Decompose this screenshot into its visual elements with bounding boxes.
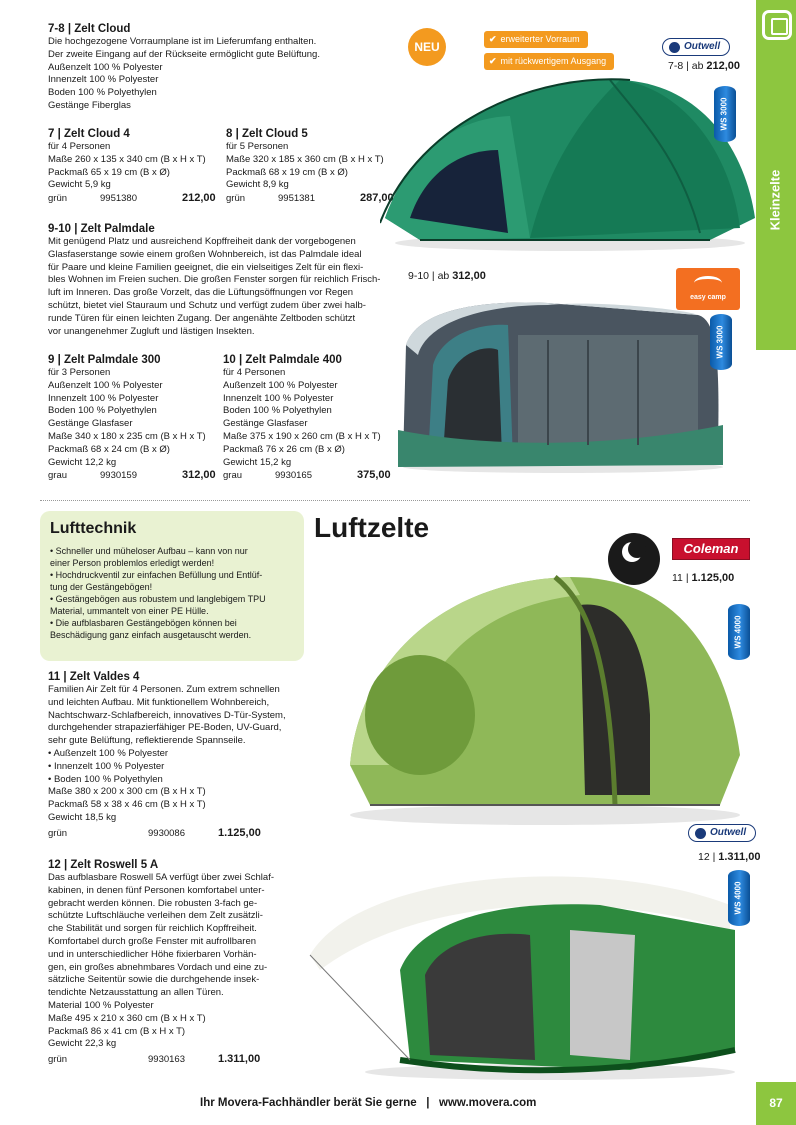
roswell-desc-line: Material 100 % Polyester bbox=[48, 999, 154, 1011]
variant-line: Außenzelt 100 % Polyester bbox=[223, 379, 338, 391]
price-tag-value: 212,00 bbox=[706, 60, 740, 72]
roswell-block bbox=[48, 858, 308, 1067]
price-tag-valdes bbox=[672, 572, 734, 585]
palmdale-desc-line: luft im Inneren. Das große Vorzelt, das die Lüftungsöffnungen vor Regen bbox=[48, 287, 354, 299]
valdes-desc-line: Maße 380 x 200 x 300 cm (B x H x T) bbox=[48, 786, 206, 798]
variant-line: für 4 Personen bbox=[223, 367, 286, 378]
palmdale-desc-line: bles Wohnen im Freien suchen. Die großen Fenster sorgen für reichlich Frisch- bbox=[48, 274, 381, 286]
palmdale300-variant bbox=[48, 353, 218, 483]
bullet-line: • Schneller und müheloser Aufbau – kann von nur bbox=[50, 546, 248, 556]
cloud-desc-line: Die hochgezogene Vorraumplane ist im Lieferumfang enthalten. bbox=[48, 36, 317, 47]
variant-line: für 5 Personen bbox=[226, 141, 289, 152]
category-label: Kleinzelte bbox=[767, 169, 783, 231]
price-row bbox=[226, 192, 396, 206]
article-number: 9930159 bbox=[100, 470, 137, 482]
variant-title: 9 | Zelt Palmdale 300 bbox=[48, 354, 161, 366]
cloud-header: 7-8 | Zelt Cloud bbox=[48, 23, 131, 35]
variant-line: Maße 320 x 185 x 360 cm (B x H x T) bbox=[226, 153, 384, 165]
variant-line: Gewicht 15,2 kg bbox=[223, 456, 292, 468]
price: 312,00 bbox=[182, 469, 216, 482]
variant-line: Packmaß 68 x 24 cm (B x Ø) bbox=[48, 443, 170, 455]
palmdale400-variant bbox=[223, 353, 398, 483]
variant-line: Innenzelt 100 % Polyester bbox=[48, 392, 159, 404]
check-icon: ✔ bbox=[489, 34, 497, 45]
valdes-desc-line: und leichten Aufbau. Mit funktionellem Wohnbereich, bbox=[48, 696, 270, 708]
new-badge: NEU bbox=[408, 28, 446, 66]
valdes-desc-line: • Außenzelt 100 % Polyester bbox=[48, 747, 169, 759]
valdes-desc-line: durchgehender strapazierfähiger PE-Boden, UV-Guard, bbox=[48, 722, 282, 734]
variant-line: für 4 Personen bbox=[48, 141, 111, 152]
price-row bbox=[48, 192, 218, 206]
roswell-desc-line: und in unterschiedlicher Höhe fixierbaren Vorhän- bbox=[48, 948, 257, 960]
variant-line: Maße 375 x 190 x 260 cm (B x H x T) bbox=[223, 430, 381, 442]
price-row bbox=[48, 1053, 308, 1067]
moon-icon bbox=[622, 542, 642, 562]
price-row bbox=[223, 469, 398, 483]
price-row bbox=[48, 827, 333, 841]
price-tag-label: 7-8 | ab bbox=[668, 60, 704, 72]
outwell-logo bbox=[688, 824, 756, 842]
valdes-desc-line: • Innenzelt 100 % Polyester bbox=[48, 760, 165, 772]
feature-badge bbox=[484, 53, 614, 70]
cloud-desc-line: Gestänge Fiberglas bbox=[48, 99, 131, 111]
roswell-desc-line: sätzliche Seitentür sowie die durchgehende insek- bbox=[48, 974, 260, 986]
roswell-desc-line: Das aufblasbare Roswell 5A verfügt über zwei Schlaf- bbox=[48, 872, 275, 883]
variant-line: Gewicht 5,9 kg bbox=[48, 179, 111, 191]
variant-title: 10 | Zelt Palmdale 400 bbox=[223, 354, 342, 366]
variant-line: Außenzelt 100 % Polyester bbox=[48, 379, 163, 391]
price: 1.311,00 bbox=[218, 1053, 261, 1066]
palmdale-desc-line: Glasfaserstange sowie einem großen Wohnbereich, ist das Palmdale ideal bbox=[48, 248, 362, 260]
variant-line: Gewicht 12,2 kg bbox=[48, 456, 117, 468]
price-tag-palmdale bbox=[408, 270, 486, 283]
cloud-desc-line: Boden 100 % Polyethylen bbox=[48, 87, 157, 99]
valdes-desc-line: Nachtschwarz-Schlafbereich, innovatives D-Tür-System, bbox=[48, 709, 286, 721]
color-value: grün bbox=[48, 193, 68, 205]
color-value: grau bbox=[48, 470, 68, 482]
feature-text: erweiterter Vorraum bbox=[500, 34, 580, 45]
cloud-desc-line: Der zweite Eingang auf der Rückseite ermöglicht gute Belüftung. bbox=[48, 48, 320, 60]
roswell-desc-line: che Stabilität und sorgen für reichlich Kopffreiheit. bbox=[48, 923, 257, 935]
bird-icon bbox=[694, 276, 722, 290]
palmdale-block bbox=[48, 222, 398, 338]
variant-line: Maße 260 x 135 x 340 cm (B x H x T) bbox=[48, 153, 206, 165]
valdes-tent-image bbox=[340, 565, 750, 830]
price-tag-value: 312,00 bbox=[452, 270, 486, 282]
bullet-line: Material, ummantelt von einer PE Hülle. bbox=[50, 606, 209, 616]
outwell-logo bbox=[662, 38, 730, 56]
bullet-line: Beschädigung ganz einfach ausgetauscht werden. bbox=[50, 630, 252, 640]
variant-line: Gestänge Glasfaser bbox=[48, 418, 133, 430]
water-column-badge: WS 3000 bbox=[710, 314, 732, 370]
palmdale-tent-image bbox=[398, 295, 728, 475]
roswell-desc-line: Maße 495 x 210 x 360 cm (B x H x T) bbox=[48, 1012, 206, 1024]
palmdale-desc-line: vor unangenehmer Zugluft und lästigen Insekten. bbox=[48, 325, 255, 337]
roswell-desc-line: Gewicht 22,3 kg bbox=[48, 1038, 117, 1050]
lufttechnik-title: Lufttechnik bbox=[50, 520, 137, 537]
category-sidebar bbox=[756, 0, 796, 350]
feature-badge bbox=[484, 31, 588, 48]
price: 1.125,00 bbox=[218, 826, 261, 839]
article-number: 9930086 bbox=[148, 827, 185, 839]
price: 212,00 bbox=[182, 192, 216, 205]
palmdale-desc-line: schützt, bietet viel Stauraum und Schutz und verfügt zudem über zwei halb- bbox=[48, 299, 366, 311]
cloud-block bbox=[48, 22, 368, 113]
price-tag-label: 12 | bbox=[698, 851, 716, 863]
roswell-desc-line: gebracht werden können. Die robusten 3-fach ge- bbox=[48, 897, 258, 909]
price-tag-label: 11 | bbox=[672, 572, 689, 584]
blackout-badge bbox=[608, 533, 660, 585]
footer-text: Ihr Movera-Fachhändler berät Sie gerne | www.movera.com bbox=[200, 1097, 537, 1109]
variant-line: Packmaß 68 x 19 cm (B x Ø) bbox=[226, 166, 348, 178]
roswell-desc-line: kabinen, in denen fünf Personen komfortabel unter- bbox=[48, 884, 265, 896]
palmdale-desc-line: für Paare und kleine Familien geeignet, die ein vielseitiges Zelt für ein flexi- bbox=[48, 261, 364, 273]
cloud-desc-line: Innenzelt 100 % Polyester bbox=[48, 74, 159, 86]
color-value: grün bbox=[48, 827, 68, 839]
section-title: Luftzelte bbox=[314, 512, 430, 543]
variant-line: Gestänge Glasfaser bbox=[223, 418, 308, 430]
variant-line: Innenzelt 100 % Polyester bbox=[223, 392, 334, 404]
bullet-line: einer Person problemlos erledigt werden! bbox=[50, 558, 215, 568]
valdes-block bbox=[48, 670, 333, 841]
variant-line: Gewicht 8,9 kg bbox=[226, 179, 289, 191]
color-value: grau bbox=[223, 470, 243, 482]
roswell-desc-line: Komfortabel durch große Fenster mit aufrollbaren bbox=[48, 935, 257, 947]
valdes-desc-line: sehr gute Belüftung, reflektierende Spannseile. bbox=[48, 735, 246, 747]
tent-icon bbox=[762, 10, 792, 40]
water-column-badge: WS 4000 bbox=[728, 870, 750, 926]
article-number: 9930165 bbox=[275, 470, 312, 482]
easycamp-logo bbox=[676, 268, 740, 310]
bullet-line: • Die aufblasbaren Gestängebögen können bei bbox=[50, 618, 237, 628]
article-number: 9930163 bbox=[148, 1054, 185, 1066]
roswell-desc-line: tendichte Netzausstattung an allen Türen. bbox=[48, 987, 224, 999]
price-tag-cloud bbox=[668, 60, 740, 73]
cloud-desc-line: Außenzelt 100 % Polyester bbox=[48, 61, 163, 73]
valdes-desc-line: Packmaß 58 x 38 x 46 cm (B x H x T) bbox=[48, 799, 206, 811]
roswell-desc-line: schützte Luftschläuche verleihen dem Zelt zusätzli- bbox=[48, 910, 263, 922]
valdes-desc-line: • Boden 100 % Polyethylen bbox=[48, 773, 163, 785]
feature-text: mit rückwertigem Ausgang bbox=[500, 56, 607, 67]
bullet-line: tung der Gestängebögen! bbox=[50, 582, 153, 592]
valdes-desc-line: Gewicht 18,5 kg bbox=[48, 811, 117, 823]
variant-title: 7 | Zelt Cloud 4 bbox=[48, 128, 130, 140]
section-divider bbox=[40, 500, 750, 501]
check-icon: ✔ bbox=[489, 56, 497, 67]
roswell-tent-image bbox=[300, 860, 745, 1085]
article-number: 9951381 bbox=[278, 193, 315, 205]
variant-line: Maße 340 x 180 x 235 cm (B x H x T) bbox=[48, 430, 206, 442]
price-tag-label: 9-10 | ab bbox=[408, 270, 450, 282]
price-row bbox=[48, 469, 218, 483]
water-column-badge: WS 3000 bbox=[714, 86, 736, 142]
roswell-desc-line: Packmaß 86 x 41 cm (B x H x T) bbox=[48, 1025, 186, 1037]
valdes-title: 11 | Zelt Valdes 4 bbox=[48, 671, 140, 683]
variant-line: Boden 100 % Polyethylen bbox=[48, 405, 157, 417]
variant-line: für 3 Personen bbox=[48, 367, 111, 378]
color-value: grün bbox=[48, 1054, 68, 1066]
palmdale-desc-line: runde Türen für einen leichten Zugang. Der angenähte Zeltboden schützt bbox=[48, 312, 356, 324]
price: 375,00 bbox=[357, 469, 391, 482]
brand-name: Outwell bbox=[684, 40, 721, 52]
price-tag-roswell bbox=[698, 851, 760, 864]
article-number: 9951380 bbox=[100, 193, 137, 205]
cloud5-variant bbox=[226, 127, 396, 206]
bullet-line: • Gestängebögen aus robustem und langlebigem TPU bbox=[50, 594, 266, 604]
variant-line: Boden 100 % Polyethylen bbox=[223, 405, 332, 417]
variant-line: Packmaß 65 x 19 cm (B x Ø) bbox=[48, 166, 170, 178]
variant-line: Packmaß 76 x 26 cm (B x Ø) bbox=[223, 443, 345, 455]
price-tag-value: 1.125,00 bbox=[691, 572, 735, 584]
palmdale-header: 9-10 | Zelt Palmdale bbox=[48, 223, 155, 235]
color-value: grün bbox=[226, 193, 246, 205]
cloud-tent-image bbox=[380, 58, 760, 253]
water-column-badge: WS 4000 bbox=[728, 604, 750, 660]
roswell-desc-line: gen, ein großes abnehmbares Vordach und eine zu- bbox=[48, 961, 268, 973]
valdes-desc-line: Familien Air Zelt für 4 Personen. Zum extrem schnellen bbox=[48, 684, 280, 695]
roswell-title: 12 | Zelt Roswell 5 A bbox=[48, 859, 159, 871]
cloud4-variant bbox=[48, 127, 218, 206]
lufttechnik-box bbox=[40, 511, 304, 661]
brand-name: Outwell bbox=[710, 826, 747, 838]
brand-name: easy camp bbox=[690, 294, 726, 302]
page-number: 87 bbox=[756, 1082, 796, 1125]
bullet-line: • Hochdruckventil zur einfachen Befüllung und Entlüf- bbox=[50, 570, 263, 580]
price-tag-value: 1.311,00 bbox=[718, 851, 761, 863]
palmdale-desc-line: Mit genügend Platz und ausreichend Kopffreiheit dank der vorgebogenen bbox=[48, 236, 356, 247]
price: 287,00 bbox=[360, 192, 394, 205]
variant-title: 8 | Zelt Cloud 5 bbox=[226, 128, 308, 140]
coleman-logo: Coleman bbox=[672, 538, 750, 560]
